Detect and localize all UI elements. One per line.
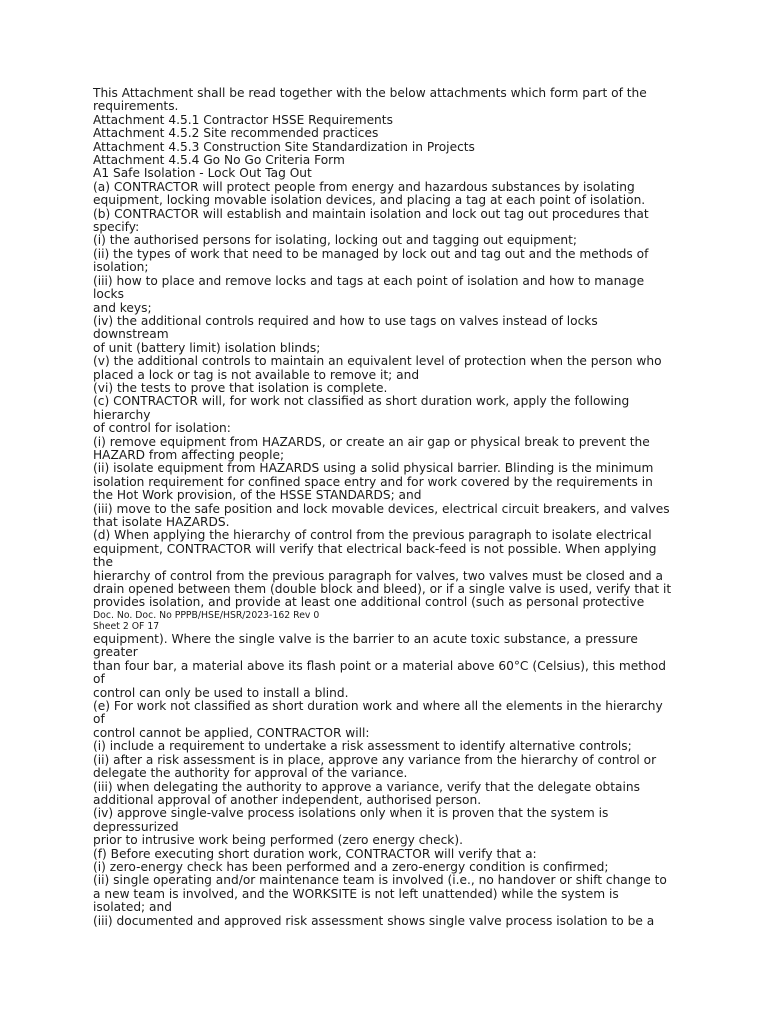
text-line: (i) zero-energy check has been performed and a zero-energy condition is confirmed; xyxy=(93,859,609,874)
text-line: control cannot be applied, CONTRACTOR will: xyxy=(93,725,370,740)
text-line: that isolate HAZARDS. xyxy=(93,515,230,529)
text-line: (i) the authorised persons for isolating, locking out and tagging out equipment; xyxy=(93,233,577,248)
text-line: isolation; xyxy=(93,260,149,275)
text-line: equipment, locking movable isolation devices, and placing a tag at each point of isolation. xyxy=(93,193,646,208)
text-line: equipment, CONTRACTOR will verify that electrical back-feed is not possible. When applying xyxy=(93,541,657,556)
text-line: requirements. xyxy=(93,99,179,114)
text-line: A1 Safe Isolation - Lock Out Tag Out xyxy=(93,166,312,181)
text-line: (a) CONTRACTOR will protect people from energy and hazardous substances by isolating xyxy=(93,179,635,194)
text-line: provides isolation, and provide at least one additional control (such as personal protective xyxy=(93,595,645,610)
text-line: downstream xyxy=(93,327,169,342)
text-line: (v) the additional controls to maintain an equivalent level of protection when the person who xyxy=(93,354,662,369)
document-body-bottom xyxy=(93,633,683,928)
text-line: and keys; xyxy=(93,300,152,315)
text-line: (ii) the types of work that need to be managed by lock out and tag out and the methods of xyxy=(93,246,649,261)
text-line: This Attachment shall be read together with the below attachments which form part of the xyxy=(93,86,647,100)
text-line: (b) CONTRACTOR will establish and maintain isolation and lock out tag out procedures that xyxy=(93,206,649,221)
text-line: drain opened between them (double block and bleed), or if a single valve is used, verify that it xyxy=(93,582,672,597)
text-line: prior to intrusive work being performed (zero energy check). xyxy=(93,833,463,848)
text-line: (e) For work not classified as short duration work and where all the elements in the hierarchy xyxy=(93,699,663,714)
text-line: of xyxy=(93,712,105,727)
text-line: hierarchy of control from the previous paragraph for valves, two valves must be closed and a xyxy=(93,568,663,583)
text-line: (i) remove equipment from HAZARDS, or create an air gap or physical break to prevent the xyxy=(93,434,650,449)
text-line: delegate the authority for approval of the variance. xyxy=(93,766,408,781)
text-line: Attachment 4.5.3 Construction Site Standardization in Projects xyxy=(93,139,475,154)
text-line: (iv) approve single-valve process isolations only when it is proven that the system is xyxy=(93,806,609,821)
text-line: of xyxy=(93,672,105,687)
document-page xyxy=(93,87,683,928)
text-line: (iii) move to the safe position and lock movable devices, electrical circuit breakers, and valves xyxy=(93,501,670,516)
footer-sheet-number: Sheet 2 OF 17 xyxy=(93,621,160,633)
text-line: (i) include a requirement to undertake a risk assessment to identify alternative controls; xyxy=(93,739,632,754)
text-line: (iv) the additional controls required and how to use tags on valves instead of locks xyxy=(93,313,598,328)
text-line: Attachment 4.5.4 Go No Go Criteria Form xyxy=(93,153,345,168)
text-line: (iii) how to place and remove locks and tags at each point of isolation and how to manage xyxy=(93,273,645,288)
text-line: specify: xyxy=(93,220,140,235)
text-line: HAZARD from affecting people; xyxy=(93,447,285,462)
text-line: (vi) the tests to prove that isolation is complete. xyxy=(93,380,388,395)
text-line: (ii) after a risk assessment is in place, approve any variance from the hierarchy of control or xyxy=(93,752,657,767)
text-line: placed a lock or tag is not available to remove it; and xyxy=(93,367,420,382)
text-line: (iii) when delegating the authority to approve a variance, verify that the delegate obtains xyxy=(93,779,640,794)
text-line: hierarchy xyxy=(93,407,151,422)
text-line: equipment). Where the single valve is the barrier to an acute toxic substance, a pressure xyxy=(93,632,638,647)
text-line: (ii) single operating and/or maintenance team is involved (i.e., no handover or shift change to xyxy=(93,873,667,888)
text-line: Attachment 4.5.2 Site recommended practices xyxy=(93,126,379,141)
text-line: than four bar, a material above its flash point or a material above 60°C (Celsius), this method xyxy=(93,658,666,673)
text-line: the xyxy=(93,555,114,570)
text-line: isolated; and xyxy=(93,900,172,915)
text-line: Attachment 4.5.1 Contractor HSSE Requirements xyxy=(93,112,393,127)
text-line: of control for isolation: xyxy=(93,421,231,436)
text-line: of unit (battery limit) isolation blinds; xyxy=(93,340,321,355)
footer-doc-number: Doc. No. Doc. No PPPB/HSE/HSR/2023-162 Rev 0 xyxy=(93,609,320,621)
text-line: a new team is involved, and the WORKSITE is not left unattended) while the system is xyxy=(93,886,619,901)
document-body-top xyxy=(93,87,683,610)
text-line: greater xyxy=(93,645,138,660)
text-line: (f) Before executing short duration work, CONTRACTOR will verify that a: xyxy=(93,846,537,861)
text-line: depressurized xyxy=(93,819,179,834)
text-line: (ii) isolate equipment from HAZARDS using a solid physical barrier. Blinding is the minimum xyxy=(93,461,654,476)
text-line: control can only be used to install a blind. xyxy=(93,685,349,700)
text-line: (d) When applying the hierarchy of control from the previous paragraph to isolate electrical xyxy=(93,528,652,543)
text-line: additional approval of another independent, authorised person. xyxy=(93,792,482,807)
text-line: (iii) documented and approved risk assessment shows single valve process isolation to be a xyxy=(93,913,655,928)
text-line: locks xyxy=(93,287,124,302)
text-line: (c) CONTRACTOR will, for work not classified as short duration work, apply the following xyxy=(93,394,630,409)
text-line: the Hot Work provision, of the HSSE STANDARDS; and xyxy=(93,488,422,503)
text-line: isolation requirement for confined space entry and for work covered by the requirements in xyxy=(93,474,653,489)
